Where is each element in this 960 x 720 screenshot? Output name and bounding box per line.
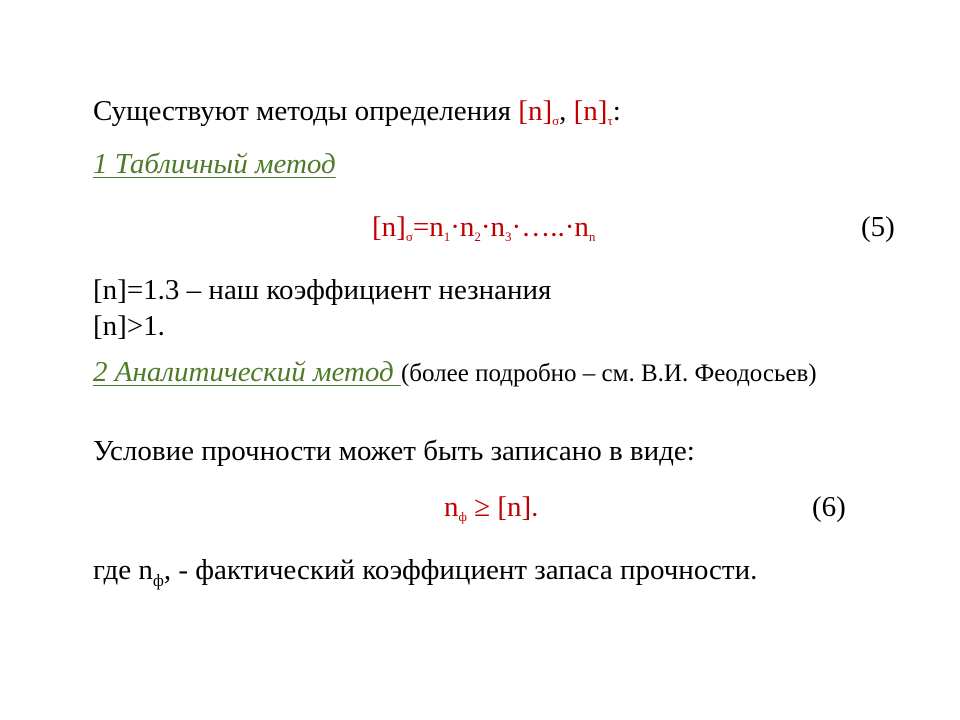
method1-title: 1 Табличный метод — [93, 148, 336, 180]
intro-line — [93, 94, 621, 128]
strength-line: Условие прочности может быть записано в виде: — [93, 435, 695, 467]
coef-line-1: [n]=1.3 – наш коэффициент незнания — [93, 274, 552, 306]
n-tau: $[n]_\tau$ — [573, 95, 613, 128]
formula-5-number: (5) — [861, 211, 895, 243]
coef-line-2: [n]>1. — [93, 310, 165, 342]
method2-line — [93, 355, 817, 391]
intro-text: Существуют методы определения — [93, 95, 519, 127]
method1-heading — [93, 147, 336, 181]
where-line: где $n_ф$, - фактический коэффициент запаса прочности. — [93, 554, 758, 590]
method2-note: (более подробно – см. В.И. Феодосьев) — [400, 360, 817, 387]
intro-colon: : — [612, 95, 621, 127]
formula-5: $[n]_\sigma=n_1\cdot n_2\cdot n_3\cdot\dots..\cdot n_n$ — [372, 211, 596, 244]
n-sigma: $[n]_\sigma$ — [518, 95, 560, 128]
formula-6: $n_ф \ge [n]$. — [444, 491, 539, 524]
formula-6-number: (6) — [812, 491, 846, 523]
intro-comma: , — [559, 95, 574, 127]
method2-title: 2 Аналитический метод — [93, 356, 401, 388]
